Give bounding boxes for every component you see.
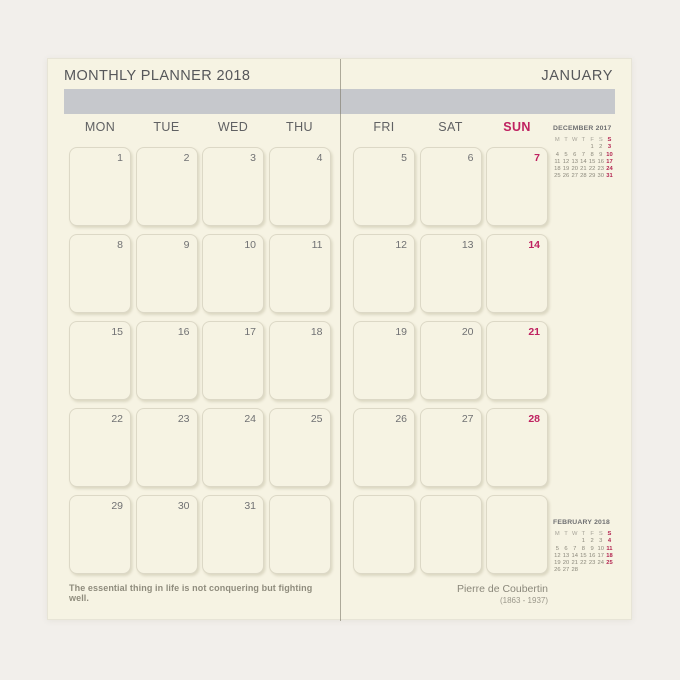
mini-date-10: 10	[606, 151, 613, 158]
mini-date-26: 26	[554, 567, 561, 574]
mini-calendar-grid	[553, 137, 615, 181]
day-cell-27[interactable]	[420, 408, 482, 487]
date-number: 4	[316, 152, 323, 164]
mini-date-11: 11	[606, 545, 613, 552]
month-label: JANUARY	[541, 68, 613, 84]
quote-author: Pierre de Coubertin	[456, 583, 548, 595]
mini-weekday: T	[564, 137, 568, 143]
mini-weekday: T	[564, 531, 568, 537]
day-cell-17[interactable]	[202, 321, 264, 400]
mini-date-6: 6	[564, 545, 568, 552]
date-number	[540, 507, 547, 509]
date-number: 22	[111, 413, 123, 425]
mini-date-17: 17	[606, 158, 613, 165]
mini-date-24: 24	[606, 166, 613, 173]
mini-calendar-title: DECEMBER 2017	[553, 125, 612, 132]
mini-weekday: W	[571, 137, 578, 143]
day-cell-29[interactable]	[69, 495, 131, 574]
day-cell-empty[interactable]	[353, 495, 415, 574]
mini-date-22: 22	[588, 166, 596, 173]
date-number: 12	[395, 239, 407, 251]
date-number	[407, 507, 414, 509]
mini-date-10: 10	[597, 545, 604, 552]
mini-date-5: 5	[555, 545, 559, 552]
mini-weekday: M	[554, 137, 560, 143]
mini-date-29: 29	[588, 173, 596, 180]
mini-date-18: 18	[606, 552, 613, 559]
mini-weekday: W	[571, 531, 578, 537]
mini-date-12: 12	[554, 552, 561, 559]
day-header-sun: SUN	[503, 120, 531, 134]
center-fold-divider	[340, 59, 341, 621]
mini-date-4: 4	[607, 538, 612, 545]
mini-date-empty	[588, 567, 597, 574]
day-cell-empty[interactable]	[486, 495, 548, 574]
day-cell-28[interactable]	[486, 408, 548, 487]
mini-date-20: 20	[571, 166, 578, 173]
date-number: 25	[310, 413, 323, 425]
mini-calendar-title: FEBRUARY 2018	[553, 519, 610, 526]
day-cell-8[interactable]	[69, 234, 131, 313]
mini-date-23: 23	[597, 166, 604, 173]
mini-weekday: T	[581, 531, 586, 537]
day-cell-16[interactable]	[136, 321, 198, 400]
day-cell-20[interactable]	[420, 321, 482, 400]
day-cell-2[interactable]	[136, 147, 198, 226]
date-number: 29	[111, 500, 123, 512]
day-header-mon: MON	[84, 120, 116, 134]
mini-weekday: S	[598, 137, 603, 143]
mini-date-empty	[579, 144, 588, 151]
mini-date-3: 3	[607, 144, 612, 151]
mini-weekday: S	[607, 137, 612, 143]
day-header-thu: THU	[286, 120, 313, 134]
day-cell-7[interactable]	[486, 147, 548, 226]
date-number: 28	[528, 413, 540, 425]
date-number: 1	[117, 152, 123, 164]
day-cell-21[interactable]	[486, 321, 548, 400]
date-number: 27	[461, 413, 474, 425]
date-number: 3	[250, 152, 256, 164]
mini-date-empty	[570, 144, 579, 151]
mini-date-11: 11	[554, 158, 561, 165]
mini-date-27: 27	[571, 173, 578, 180]
date-number: 31	[244, 500, 256, 512]
date-number: 18	[310, 326, 323, 338]
day-header-wed: WED	[217, 120, 249, 134]
date-number: 9	[183, 239, 190, 251]
day-grid-left	[69, 147, 331, 574]
day-headers-right	[353, 120, 548, 136]
mini-weekday: S	[598, 531, 603, 537]
mini-date-25: 25	[554, 173, 561, 180]
date-number: 19	[395, 326, 407, 338]
day-cell-24[interactable]	[202, 408, 264, 487]
mini-date-25: 25	[606, 560, 613, 567]
mini-date-15: 15	[580, 552, 587, 559]
day-grid-right	[353, 147, 548, 574]
date-number: 16	[177, 326, 190, 338]
quote-years: (1863 - 1937)	[499, 596, 548, 605]
mini-date-24: 24	[597, 560, 604, 567]
day-cell-5[interactable]	[353, 147, 415, 226]
date-number: 6	[467, 152, 474, 164]
date-number	[474, 507, 481, 509]
mini-date-empty	[570, 538, 579, 545]
mini-date-14: 14	[580, 158, 587, 165]
day-cell-18[interactable]	[269, 321, 331, 400]
mini-date-28: 28	[571, 567, 578, 574]
mini-date-2: 2	[590, 538, 594, 545]
mini-date-2: 2	[599, 144, 603, 151]
date-number: 8	[117, 239, 123, 251]
day-header-fri: FRI	[373, 120, 395, 134]
day-cell-23[interactable]	[136, 408, 198, 487]
mini-date-empty	[596, 567, 605, 574]
date-number: 17	[244, 326, 256, 338]
day-cell-3[interactable]	[202, 147, 264, 226]
day-cell-empty[interactable]	[420, 495, 482, 574]
mini-weekday: F	[590, 137, 594, 143]
date-number: 30	[177, 500, 190, 512]
date-number	[323, 507, 330, 509]
day-cell-15[interactable]	[69, 321, 131, 400]
mini-date-empty	[579, 567, 588, 574]
day-cell-25[interactable]	[269, 408, 331, 487]
mini-date-8: 8	[581, 545, 586, 552]
day-cell-empty[interactable]	[269, 495, 331, 574]
mini-date-12: 12	[562, 158, 570, 165]
mini-date-15: 15	[588, 158, 596, 165]
day-header-tue: TUE	[153, 120, 180, 134]
day-cell-12[interactable]	[353, 234, 415, 313]
date-number: 13	[461, 239, 474, 251]
mini-date-empty	[553, 144, 562, 151]
day-header-sat: SAT	[438, 120, 463, 134]
mini-date-31: 31	[606, 173, 613, 180]
mini-date-22: 22	[580, 560, 587, 567]
day-cell-31[interactable]	[202, 495, 264, 574]
mini-date-23: 23	[588, 560, 596, 567]
mini-date-19: 19	[554, 560, 561, 567]
mini-date-empty	[562, 538, 571, 545]
mini-date-26: 26	[562, 173, 570, 180]
mini-date-empty	[553, 538, 562, 545]
mini-date-28: 28	[580, 173, 587, 180]
mini-date-7: 7	[581, 151, 586, 158]
mini-date-3: 3	[599, 538, 603, 545]
day-cell-26[interactable]	[353, 408, 415, 487]
mini-date-1: 1	[590, 144, 594, 151]
mini-date-5: 5	[564, 151, 568, 158]
mini-date-6: 6	[573, 151, 577, 158]
day-cell-14[interactable]	[486, 234, 548, 313]
mini-date-16: 16	[597, 158, 604, 165]
mini-calendar-prev-month	[553, 125, 615, 181]
date-number: 21	[528, 326, 540, 338]
day-headers-left	[69, 120, 331, 136]
mini-date-16: 16	[588, 552, 596, 559]
mini-weekday: M	[554, 531, 560, 537]
date-number: 20	[461, 326, 474, 338]
quote-attribution	[353, 583, 548, 605]
day-cell-13[interactable]	[420, 234, 482, 313]
mini-date-17: 17	[597, 552, 604, 559]
page-title: MONTHLY PLANNER 2018	[64, 68, 251, 84]
date-number: 5	[401, 152, 407, 164]
day-cell-30[interactable]	[136, 495, 198, 574]
date-number: 24	[244, 413, 256, 425]
day-cell-11[interactable]	[269, 234, 331, 313]
mini-date-empty	[562, 144, 571, 151]
date-number: 2	[183, 152, 190, 164]
mini-date-1: 1	[581, 538, 586, 545]
date-number: 7	[534, 152, 540, 164]
day-cell-4[interactable]	[269, 147, 331, 226]
day-cell-10[interactable]	[202, 234, 264, 313]
date-number: 14	[528, 239, 540, 251]
planner-page	[47, 58, 632, 620]
date-number: 11	[311, 239, 323, 251]
mini-weekday: S	[607, 531, 612, 537]
date-number: 23	[177, 413, 190, 425]
mini-calendar-next-month	[553, 519, 615, 575]
day-cell-22[interactable]	[69, 408, 131, 487]
date-number: 10	[244, 239, 256, 251]
mini-date-21: 21	[580, 166, 587, 173]
date-number: 15	[111, 326, 123, 338]
date-number: 26	[395, 413, 407, 425]
day-cell-19[interactable]	[353, 321, 415, 400]
mini-date-18: 18	[554, 166, 561, 173]
mini-date-7: 7	[573, 545, 577, 552]
mini-date-21: 21	[571, 560, 578, 567]
mini-date-14: 14	[571, 552, 578, 559]
mini-date-9: 9	[599, 151, 603, 158]
mini-date-19: 19	[562, 166, 570, 173]
mini-weekday: T	[581, 137, 586, 143]
mini-date-13: 13	[571, 158, 578, 165]
quote-text: The essential thing in life is not conquering but fighting well.	[69, 583, 313, 603]
mini-date-8: 8	[590, 151, 594, 158]
day-cell-1[interactable]	[69, 147, 131, 226]
mini-date-30: 30	[597, 173, 604, 180]
mini-calendar-grid	[553, 531, 615, 575]
mini-date-9: 9	[590, 545, 594, 552]
day-cell-6[interactable]	[420, 147, 482, 226]
mini-date-4: 4	[555, 151, 559, 158]
mini-weekday: F	[590, 531, 594, 537]
mini-date-20: 20	[562, 560, 570, 567]
mini-date-empty	[605, 567, 614, 574]
mini-date-27: 27	[562, 567, 570, 574]
mini-date-13: 13	[562, 552, 570, 559]
day-cell-9[interactable]	[136, 234, 198, 313]
